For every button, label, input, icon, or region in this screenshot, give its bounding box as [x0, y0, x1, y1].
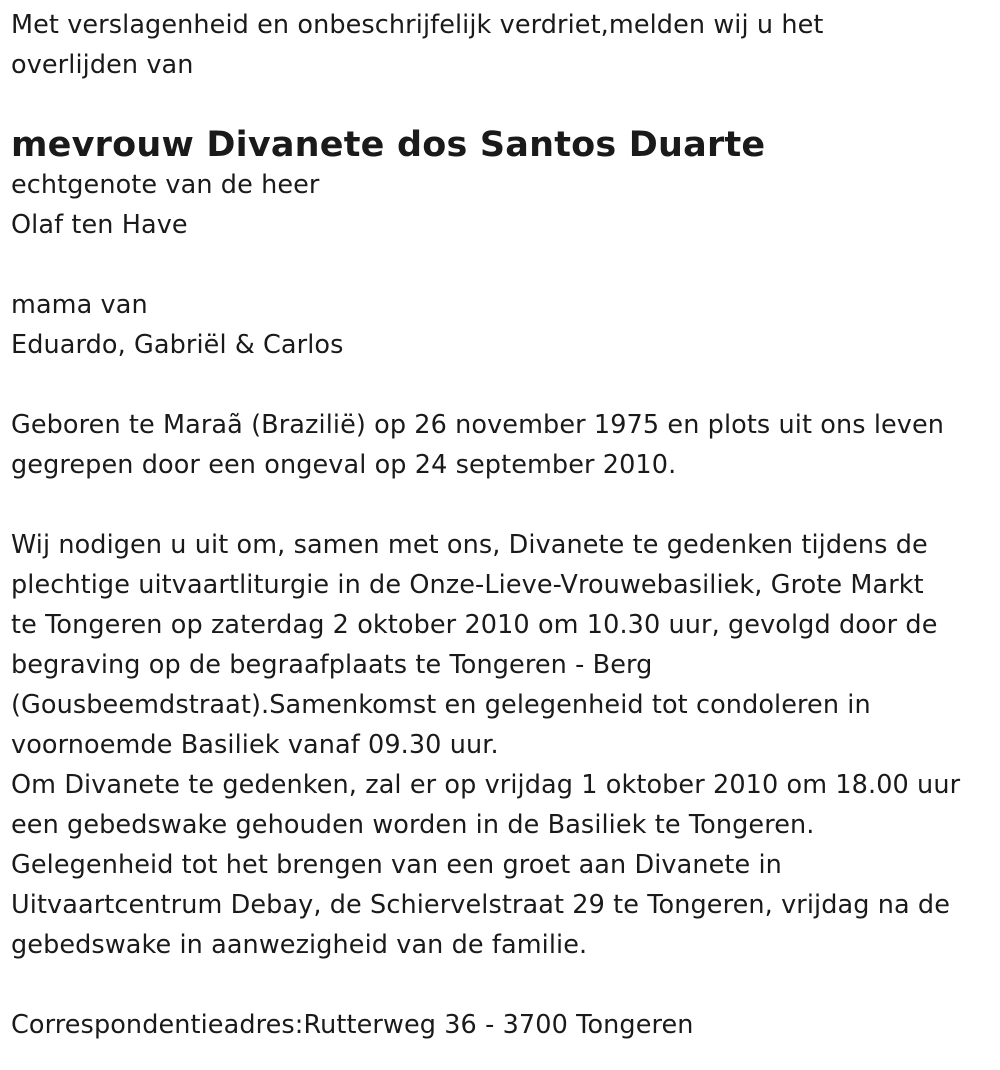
spouse-paragraph	[11, 165, 996, 245]
spacer	[11, 485, 996, 525]
correspondence-address: Correspondentieadres:Rutterweg 36 - 3700 Tongeren	[11, 1010, 694, 1040]
invitation-line: Wij nodigen u uit om, samen met ons, Divanete te gedenken tijdens de	[11, 530, 928, 560]
spacer	[11, 965, 996, 1005]
birth-death-line: Geboren te Maraã (Brazilië) op 26 november 1975 en plots uit ons leven	[11, 410, 945, 440]
invitation-line: plechtige uitvaartliturgie in de Onze-Lieve-Vrouwebasiliek, Grote Markt	[11, 570, 924, 600]
invitation-paragraph	[11, 525, 996, 965]
invitation-line: voornoemde Basiliek vanaf 09.30 uur.	[11, 730, 499, 760]
spacer	[11, 365, 996, 405]
children-names: Eduardo, Gabriël & Carlos	[11, 330, 344, 360]
spouse-line: echtgenote van de heer	[11, 170, 320, 200]
children-paragraph	[11, 285, 996, 365]
spouse-name: Olaf ten Have	[11, 210, 188, 240]
invitation-line: gebedswake in aanwezigheid van de familie.	[11, 930, 588, 960]
invitation-line: Gelegenheid tot het brengen van een groet aan Divanete in	[11, 850, 782, 880]
intro-line: Met verslagenheid en onbeschrijfelijk verdriet,melden wij u het	[11, 10, 824, 40]
spacer	[11, 245, 996, 285]
intro-paragraph	[11, 5, 996, 85]
birth-death-line: gegrepen door een ongeval op 24 september 2010.	[11, 450, 677, 480]
birth-death-paragraph	[11, 405, 996, 485]
invitation-line: Uitvaartcentrum Debay, de Schiervelstraat 29 te Tongeren, vrijdag na de	[11, 890, 950, 920]
invitation-line: begraving op de begraafplaats te Tongeren - Berg	[11, 650, 653, 680]
invitation-line: een gebedswake gehouden worden in de Basiliek te Tongeren.	[11, 810, 815, 840]
invitation-line: te Tongeren op zaterdag 2 oktober 2010 om 10.30 uur, gevolgd door de	[11, 610, 938, 640]
intro-line: overlijden van	[11, 50, 194, 80]
children-line: mama van	[11, 290, 148, 320]
invitation-line: (Gousbeemdstraat).Samenkomst en gelegenheid tot condoleren in	[11, 690, 871, 720]
invitation-line: Om Divanete te gedenken, zal er op vrijdag 1 oktober 2010 om 18.00 uur	[11, 770, 961, 800]
deceased-name: mevrouw Divanete dos Santos Duarte	[11, 125, 766, 165]
death-notice	[11, 5, 996, 1045]
